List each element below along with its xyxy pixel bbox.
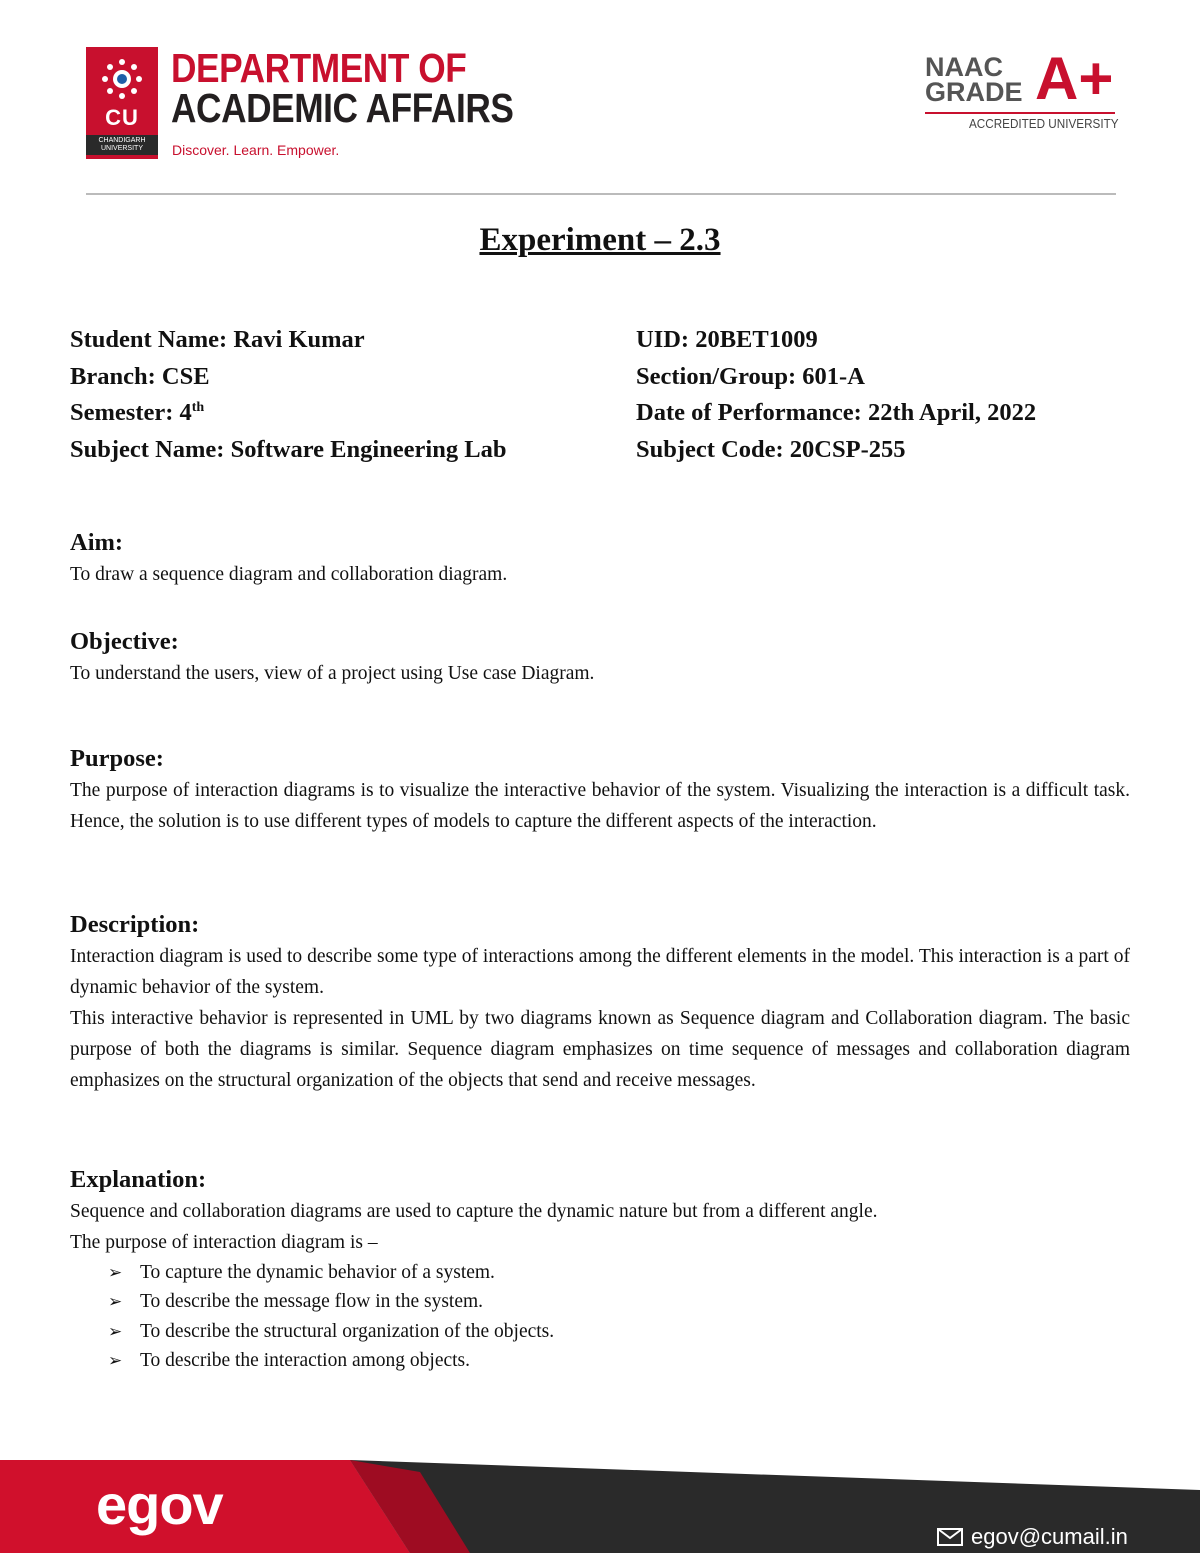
arrow-bullet-icon: ➢ bbox=[108, 1321, 123, 1341]
student-info-right bbox=[636, 322, 1036, 468]
section-body: The purpose of interaction diagram is – bbox=[70, 1232, 378, 1253]
header-divider bbox=[86, 193, 1116, 195]
naac-divider bbox=[925, 112, 1115, 114]
cu-emblem-icon bbox=[100, 57, 144, 101]
page-title: Experiment – 2.3 bbox=[479, 222, 721, 258]
egov-logo: egov bbox=[96, 1473, 223, 1536]
section-body: To draw a sequence diagram and collaboration diagram. bbox=[70, 564, 508, 585]
section-objective bbox=[70, 626, 1130, 689]
info-subject-code: Subject Code: 20CSP-255 bbox=[636, 435, 906, 463]
section-body: Sequence and collaboration diagrams are used to capture the dynamic nature but from a different angle. bbox=[70, 1201, 878, 1222]
section-heading: Objective: bbox=[70, 628, 179, 655]
department-title bbox=[171, 45, 569, 131]
section-body: The purpose of interaction diagrams is to visualize the interactive behavior of the system. Visualizing the interaction is a difficult task. Hence, the solution is to use different types of models to capture the different aspects of the interaction. bbox=[70, 780, 1130, 832]
list-item: ➢ To describe the interaction among objects. bbox=[70, 1346, 1130, 1375]
section-body: This interactive behavior is represented in UML by two diagrams known as Sequence diagram and Collaboration diagram. The basic purpose of both the diagrams is similar. Sequence diagram emphasizes on time sequence of messages and collaboration diagram emphasizes on the structural organization of the objects that send and receive messages. bbox=[70, 1008, 1130, 1091]
naac-grade: A+ bbox=[1035, 45, 1114, 112]
arrow-bullet-icon: ➢ bbox=[108, 1263, 123, 1282]
list-item: ➢ To describe the structural organization of the objects. bbox=[70, 1317, 1130, 1346]
purpose-bullet-list bbox=[70, 1258, 1130, 1375]
footer-email bbox=[937, 1524, 1128, 1550]
section-description bbox=[70, 909, 1130, 1096]
cu-logo bbox=[86, 47, 158, 159]
department-tagline: Discover. Learn. Empower. bbox=[172, 142, 340, 158]
section-explanation bbox=[70, 1164, 1130, 1375]
section-body: Interaction diagram is used to describe some type of interactions among the different elements in the model. This interaction is a part of dynamic behavior of the system. bbox=[70, 946, 1130, 998]
info-student-name: Student Name: Ravi Kumar bbox=[70, 326, 365, 353]
info-section-group: Section/Group: 601-A bbox=[636, 362, 865, 390]
naac-accreditation: ACCREDITED UNIVERSITY bbox=[969, 116, 1119, 131]
section-purpose bbox=[70, 743, 1130, 837]
info-date-of-performance: Date of Performance: 22th April, 2022 bbox=[636, 399, 1037, 426]
section-body: To understand the users, view of a project using Use case Diagram. bbox=[70, 663, 595, 684]
info-subject-name: Subject Name: Software Engineering Lab bbox=[70, 435, 507, 463]
arrow-bullet-icon: ➢ bbox=[108, 1350, 123, 1370]
section-heading: Explanation: bbox=[70, 1166, 207, 1193]
naac-badge bbox=[925, 45, 1119, 135]
arrow-bullet-icon: ➢ bbox=[108, 1292, 123, 1312]
naac-line2: GRADE bbox=[925, 77, 1023, 107]
naac-line1: NAAC bbox=[925, 52, 1003, 82]
section-heading: Purpose: bbox=[70, 745, 164, 772]
info-branch: Branch: CSE bbox=[70, 362, 210, 390]
section-aim bbox=[70, 527, 1130, 590]
naac-text bbox=[925, 52, 1023, 107]
student-info-left bbox=[70, 322, 506, 468]
info-uid: UID: 20BET1009 bbox=[636, 326, 818, 353]
department-title-line1: DEPARTMENT OF bbox=[171, 45, 467, 91]
section-heading: Description: bbox=[70, 911, 200, 938]
list-item: ➢ To capture the dynamic behavior of a system. bbox=[70, 1258, 1130, 1287]
department-title-line2: ACADEMIC AFFAIRS bbox=[171, 85, 514, 131]
cu-logo-university: CHANDIGARH UNIVERSITY bbox=[86, 135, 158, 155]
section-heading: Aim: bbox=[70, 529, 124, 556]
info-semester: Semester: 4th bbox=[70, 399, 205, 426]
cu-logo-abbr: CU bbox=[105, 105, 139, 130]
mail-icon bbox=[937, 1528, 963, 1546]
footer-email-text: egov@cumail.in bbox=[971, 1524, 1128, 1549]
list-item: ➢ To describe the message flow in the system. bbox=[70, 1287, 1130, 1316]
